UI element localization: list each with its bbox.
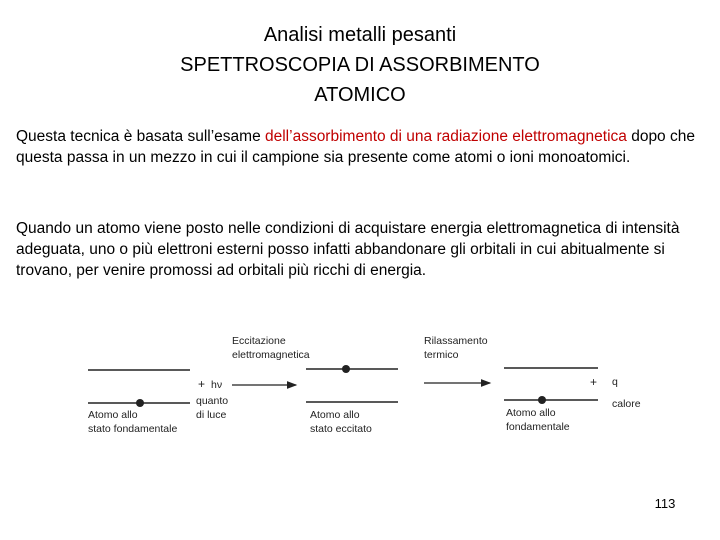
plus-sign-1: +: [198, 377, 206, 391]
plus-sign-2: +: [590, 375, 598, 389]
paragraph-1-part-1: Questa tecnica è basata sull’esame: [16, 128, 265, 145]
quantum-label-1: quanto: [196, 395, 229, 407]
atom-2-electron: [342, 365, 350, 373]
atom-1-electron: [136, 399, 144, 407]
atom-3-label-2: fondamentale: [506, 421, 570, 433]
atom-3-label-1: Atomo allo: [506, 407, 556, 419]
page-number: 113: [654, 496, 676, 511]
paragraph-1-part-2: dopo che questa passa in un mezzo in cui il campione sia presente come atomi o ioni monoatomici.: [16, 128, 695, 166]
title-line-2: SPETTROSCOPIA DI ASSORBIMENTO: [180, 54, 540, 76]
atom-1-label-1: Atomo allo: [88, 409, 138, 421]
excitation-label-1: Eccitazione: [232, 335, 286, 347]
atom-2-label-1: Atomo allo: [310, 409, 360, 421]
atom-3-electron: [538, 396, 546, 404]
quantum-label-2: di luce: [196, 409, 227, 421]
excitation-label-2: elettromagnetica: [232, 349, 310, 361]
title-line-1: Analisi metalli pesanti: [263, 24, 457, 46]
heat-label: calore: [612, 398, 641, 410]
atom-2-label-2: stato eccitato: [310, 423, 372, 435]
paragraph-2: Quando un atomo viene posto nelle condizioni di acquistare energia elettromagnetica di intensità adeguata, uno o più elettroni esterni posso infatti abbandonare gli orbitali in cui abitualmente si trovano, per venire promossi ad orbitali più ricchi di energia.: [16, 220, 680, 279]
relax-label-2: termico: [424, 349, 459, 361]
atom-1-label-2: stato fondamentale: [88, 423, 178, 435]
hv-symbol: hν: [211, 379, 223, 391]
paragraph-1-highlight: dell’assorbimento di una radiazione elettromagnetica: [265, 128, 627, 145]
relax-label-1: Rilassamento: [424, 335, 488, 347]
q-symbol: q: [612, 376, 618, 388]
title-line-3: ATOMICO: [314, 84, 406, 106]
